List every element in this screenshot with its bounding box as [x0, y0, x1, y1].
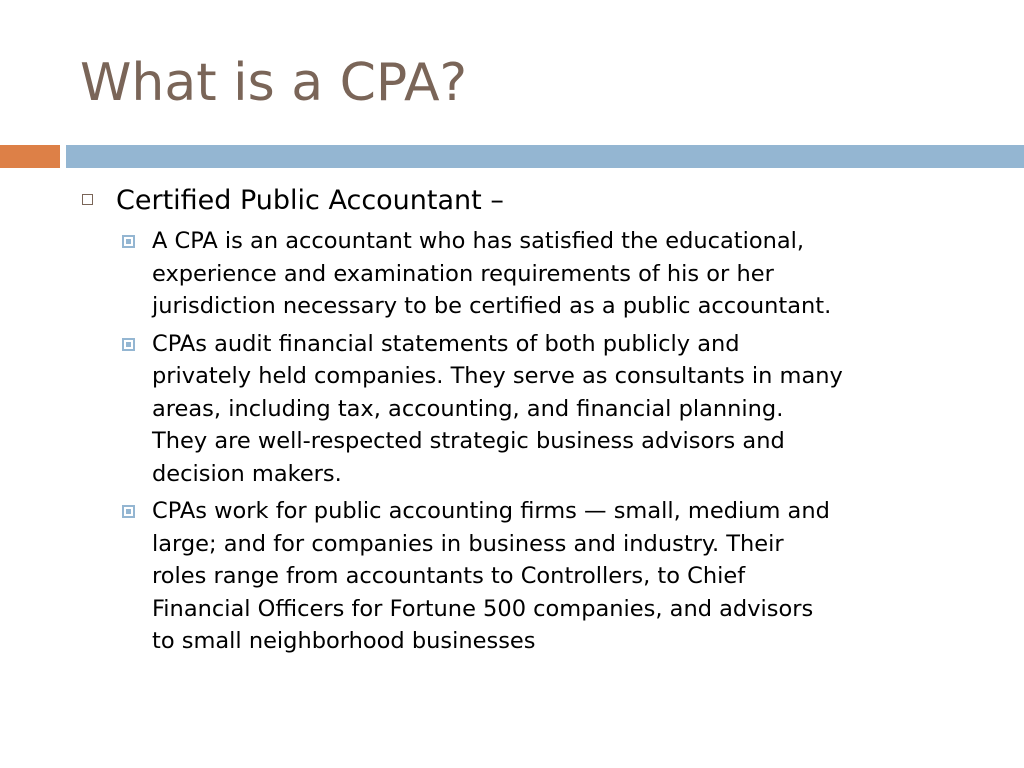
bullet-text-line: Financial Officers for Fortune 500 companies, and advisors	[152, 595, 814, 622]
bullet-text-line: decision makers.	[152, 460, 342, 487]
bullet-text-line: CPAs audit financial statements of both publicly and	[152, 330, 740, 357]
sub-bullet-item	[80, 495, 980, 658]
sub-bullet-item	[80, 328, 980, 491]
hollow-square-bullet-icon	[82, 194, 93, 205]
slide-content	[80, 182, 980, 658]
square-bullet-icon	[122, 338, 135, 351]
sub-bullet-list	[80, 225, 980, 658]
square-bullet-icon	[122, 505, 135, 518]
bullet-text-line: experience and examination requirements of his or her	[152, 260, 774, 287]
bullet-text-line: roles range from accountants to Controllers, to Chief	[152, 563, 746, 589]
bullet-text-line: A CPA is an accountant who has satisfied the educational,	[152, 228, 805, 254]
bullet-text-line: jurisdiction necessary to be certified as a public accountant.	[152, 293, 832, 319]
bullet-heading: Certified Public Accountant –	[116, 185, 504, 216]
bullet-level1	[80, 182, 980, 220]
slide-title: What is a CPA?	[80, 53, 468, 113]
bullet-text-line: They are well-respected strategic business advisors and	[152, 428, 785, 454]
bullet-text-line: CPAs work for public accounting firms — small, medium and	[152, 498, 830, 524]
bullet-text-line: large; and for companies in business and industry. Their	[152, 530, 784, 557]
accent-bar-blue	[66, 145, 1024, 168]
bullet-text-line: to small neighborhood businesses	[152, 628, 536, 654]
bullet-text-line: privately held companies. They serve as consultants in many	[152, 363, 843, 389]
accent-bar-orange	[0, 145, 60, 168]
square-bullet-icon	[122, 235, 135, 248]
sub-bullet-item	[80, 225, 980, 323]
bullet-text-line: areas, including tax, accounting, and financial planning.	[152, 395, 784, 422]
